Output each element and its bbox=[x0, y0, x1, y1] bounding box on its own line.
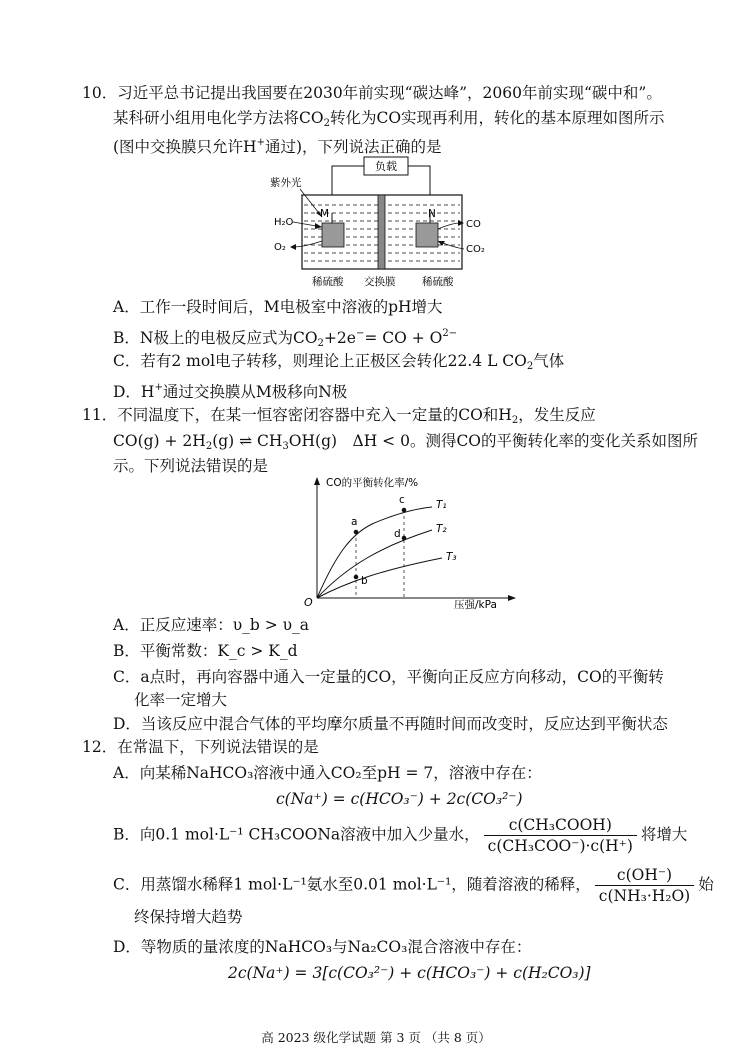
curve-t1 bbox=[317, 507, 432, 598]
sup-2minus: 2− bbox=[442, 328, 458, 339]
q11-number: 11． bbox=[82, 406, 118, 424]
q10-text-b: 转化为CO实现再利用，转化的基本原理如图所示 bbox=[329, 109, 665, 127]
conversion-chart bbox=[292, 474, 522, 612]
co-label: CO bbox=[466, 219, 481, 230]
fraction-numerator: c(CH₃COOH) bbox=[484, 816, 637, 836]
q10-stem-line1 bbox=[82, 82, 662, 104]
fraction-numerator: c(OH⁻) bbox=[595, 866, 694, 886]
sub-2: 2 bbox=[205, 441, 213, 452]
q10-text: 习近平总书记提出我国要在2030年前实现“碳达峰”，2060年前实现“碳中和”。 bbox=[117, 84, 662, 102]
sub-2: 2 bbox=[526, 361, 534, 372]
page-footer: 高 2023 级化学试题 第 3 页 （共 8 页） bbox=[261, 1030, 491, 1045]
sup-minus: − bbox=[355, 328, 365, 339]
q11-stem-line2 bbox=[113, 430, 698, 458]
load-label: 负载 bbox=[375, 160, 397, 173]
sup-plus: + bbox=[256, 137, 265, 148]
q10-opt-b-text3: = CO + O bbox=[364, 329, 443, 347]
point-b bbox=[354, 575, 359, 580]
t2-label: T₂ bbox=[436, 523, 447, 535]
fraction-denominator: c(CH₃COO⁻)·c(H⁺) bbox=[487, 837, 633, 855]
q12-option-a-equation: c(Na⁺) = c(HCO₃⁻) + 2c(CO₃²⁻) bbox=[276, 790, 523, 808]
point-a bbox=[354, 530, 359, 535]
q10-opt-d-text1: D．H bbox=[113, 383, 155, 401]
q11-option-c-line1: C．a点时，再向容器中通入一定量的CO，平衡向正反应方向移动，CO的平衡转 bbox=[113, 668, 664, 686]
q12-opt-b-text: B．向0.1 mol·L⁻¹ CH₃COONa溶液中加入少量水， bbox=[113, 825, 480, 844]
electrode-n-label: N bbox=[428, 208, 436, 220]
q10-text-a: 某科研小组用电化学方法将CO bbox=[113, 109, 324, 127]
q11-option-b: B．平衡常数：K_c > K_d bbox=[113, 642, 298, 660]
y-axis-label: CO的平衡转化率/% bbox=[326, 477, 419, 489]
electrolysis-diagram bbox=[260, 155, 500, 295]
point-d-label: d bbox=[394, 528, 401, 540]
membrane-label: 交换膜 bbox=[364, 276, 396, 288]
q12-option-c bbox=[113, 866, 714, 905]
q12-option-d-equation: 2c(Na⁺) = 3[c(CO₃²⁻) + c(HCO₃⁻) + c(H₂CO₃)] bbox=[228, 964, 591, 982]
x-axis-arrow bbox=[508, 595, 516, 601]
electrode-m bbox=[322, 223, 344, 247]
origin-label: O bbox=[304, 596, 313, 609]
q10-text-d: 通过)，下列说法正确的是 bbox=[264, 138, 442, 156]
sup-plus: + bbox=[154, 382, 163, 393]
q10-option-c bbox=[113, 350, 564, 378]
o2-label: O₂ bbox=[274, 242, 286, 253]
point-c bbox=[402, 508, 407, 513]
q10-opt-c-text1: C．若有2 mol电子转移，则理论上正极区会转化22.4 L CO bbox=[113, 352, 527, 370]
q11-option-c-line2: 化率一定增大 bbox=[134, 691, 228, 709]
q12-opt-c-text: C．用蒸馏水稀释1 mol·L⁻¹氨水至0.01 mol·L⁻¹，随着溶液的稀释， bbox=[113, 875, 591, 894]
q12-option-a-line1: A．向某稀NaHCO₃溶液中通入CO₂至pH = 7，溶液中存在： bbox=[113, 764, 542, 782]
q12-text: 在常温下，下列说法错误的是 bbox=[117, 738, 319, 756]
q12-option-d-line1: D．等物质的量浓度的NaHCO₃与Na₂CO₃混合溶液中存在： bbox=[113, 938, 532, 956]
electrode-n bbox=[416, 223, 438, 247]
q11-text-a: 不同温度下，在某一恒容密闭容器中充入一定量的CO和H bbox=[117, 406, 512, 424]
q12-opt-c-tail: 始 bbox=[698, 875, 714, 894]
q11-text-c: CO(g) + 2H bbox=[113, 432, 206, 450]
fraction-denominator: c(NH₃·H₂O) bbox=[598, 887, 691, 905]
right-acid-label: 稀硫酸 bbox=[422, 276, 454, 288]
sub-2: 2 bbox=[317, 338, 324, 349]
point-d bbox=[402, 536, 407, 541]
q10-number: 10． bbox=[82, 84, 118, 102]
q12-number: 12． bbox=[82, 738, 118, 756]
q11-text-d: (g) ⇌ CH bbox=[212, 432, 283, 450]
point-b-label: b bbox=[361, 575, 368, 587]
q10-opt-d-text2: 通过交换膜从M极移向N极 bbox=[162, 383, 348, 401]
q11-text-e: OH(g) ΔH < 0。测得CO的平衡转化率的变化关系如图所 bbox=[288, 432, 699, 450]
electrode-m-label: M bbox=[320, 208, 330, 220]
curve-t3 bbox=[317, 558, 442, 598]
t3-label: T₃ bbox=[446, 551, 457, 563]
q12-option-b bbox=[113, 816, 687, 855]
x-axis-label: 压强/kPa bbox=[454, 599, 497, 611]
q12-option-c-line2: 终保持增大趋势 bbox=[134, 908, 243, 926]
q11-text-b: ，发生反应 bbox=[518, 406, 596, 424]
q12-opt-b-tail: 将增大 bbox=[640, 825, 688, 844]
uv-label: 紫外光 bbox=[270, 177, 302, 189]
h2o-label: H₂O bbox=[274, 217, 294, 228]
q11-option-a: A．正反应速率：υ_b > υ_a bbox=[113, 616, 310, 634]
t1-label: T₁ bbox=[436, 499, 447, 511]
q12-opt-c-fraction bbox=[595, 866, 694, 905]
y-axis-arrow bbox=[314, 477, 320, 485]
exchange-membrane bbox=[378, 195, 385, 269]
q10-option-a: A．工作一段时间后，M电极室中溶液的pH增大 bbox=[113, 298, 443, 316]
q12-opt-b-fraction bbox=[484, 816, 637, 855]
q10-opt-c-text2: 气体 bbox=[533, 352, 565, 370]
sub-2: 2 bbox=[511, 415, 519, 426]
co2-label: CO₂ bbox=[466, 244, 485, 255]
point-c-label: c bbox=[399, 494, 405, 506]
q11-stem-line3: 示。下列说法错误的是 bbox=[113, 457, 269, 475]
q10-opt-b-text1: B．N极上的电极反应式为CO bbox=[113, 329, 318, 347]
q11-option-d: D．当该反应中混合气体的平均摩尔质量不再随时间而改变时，反应达到平衡状态 bbox=[113, 715, 668, 733]
left-acid-label: 稀硫酸 bbox=[312, 276, 344, 288]
q11-stem-line1 bbox=[82, 404, 596, 432]
q10-stem-line2 bbox=[113, 107, 665, 135]
sub-3: 3 bbox=[282, 441, 289, 452]
point-a-label: a bbox=[351, 516, 358, 528]
q10-option-d bbox=[113, 377, 347, 403]
q10-text-c: (图中交换膜只允许H bbox=[113, 138, 257, 156]
q12-stem bbox=[82, 736, 319, 758]
sub-2: 2 bbox=[323, 118, 330, 129]
q10-opt-b-text2: +2e bbox=[323, 329, 356, 347]
